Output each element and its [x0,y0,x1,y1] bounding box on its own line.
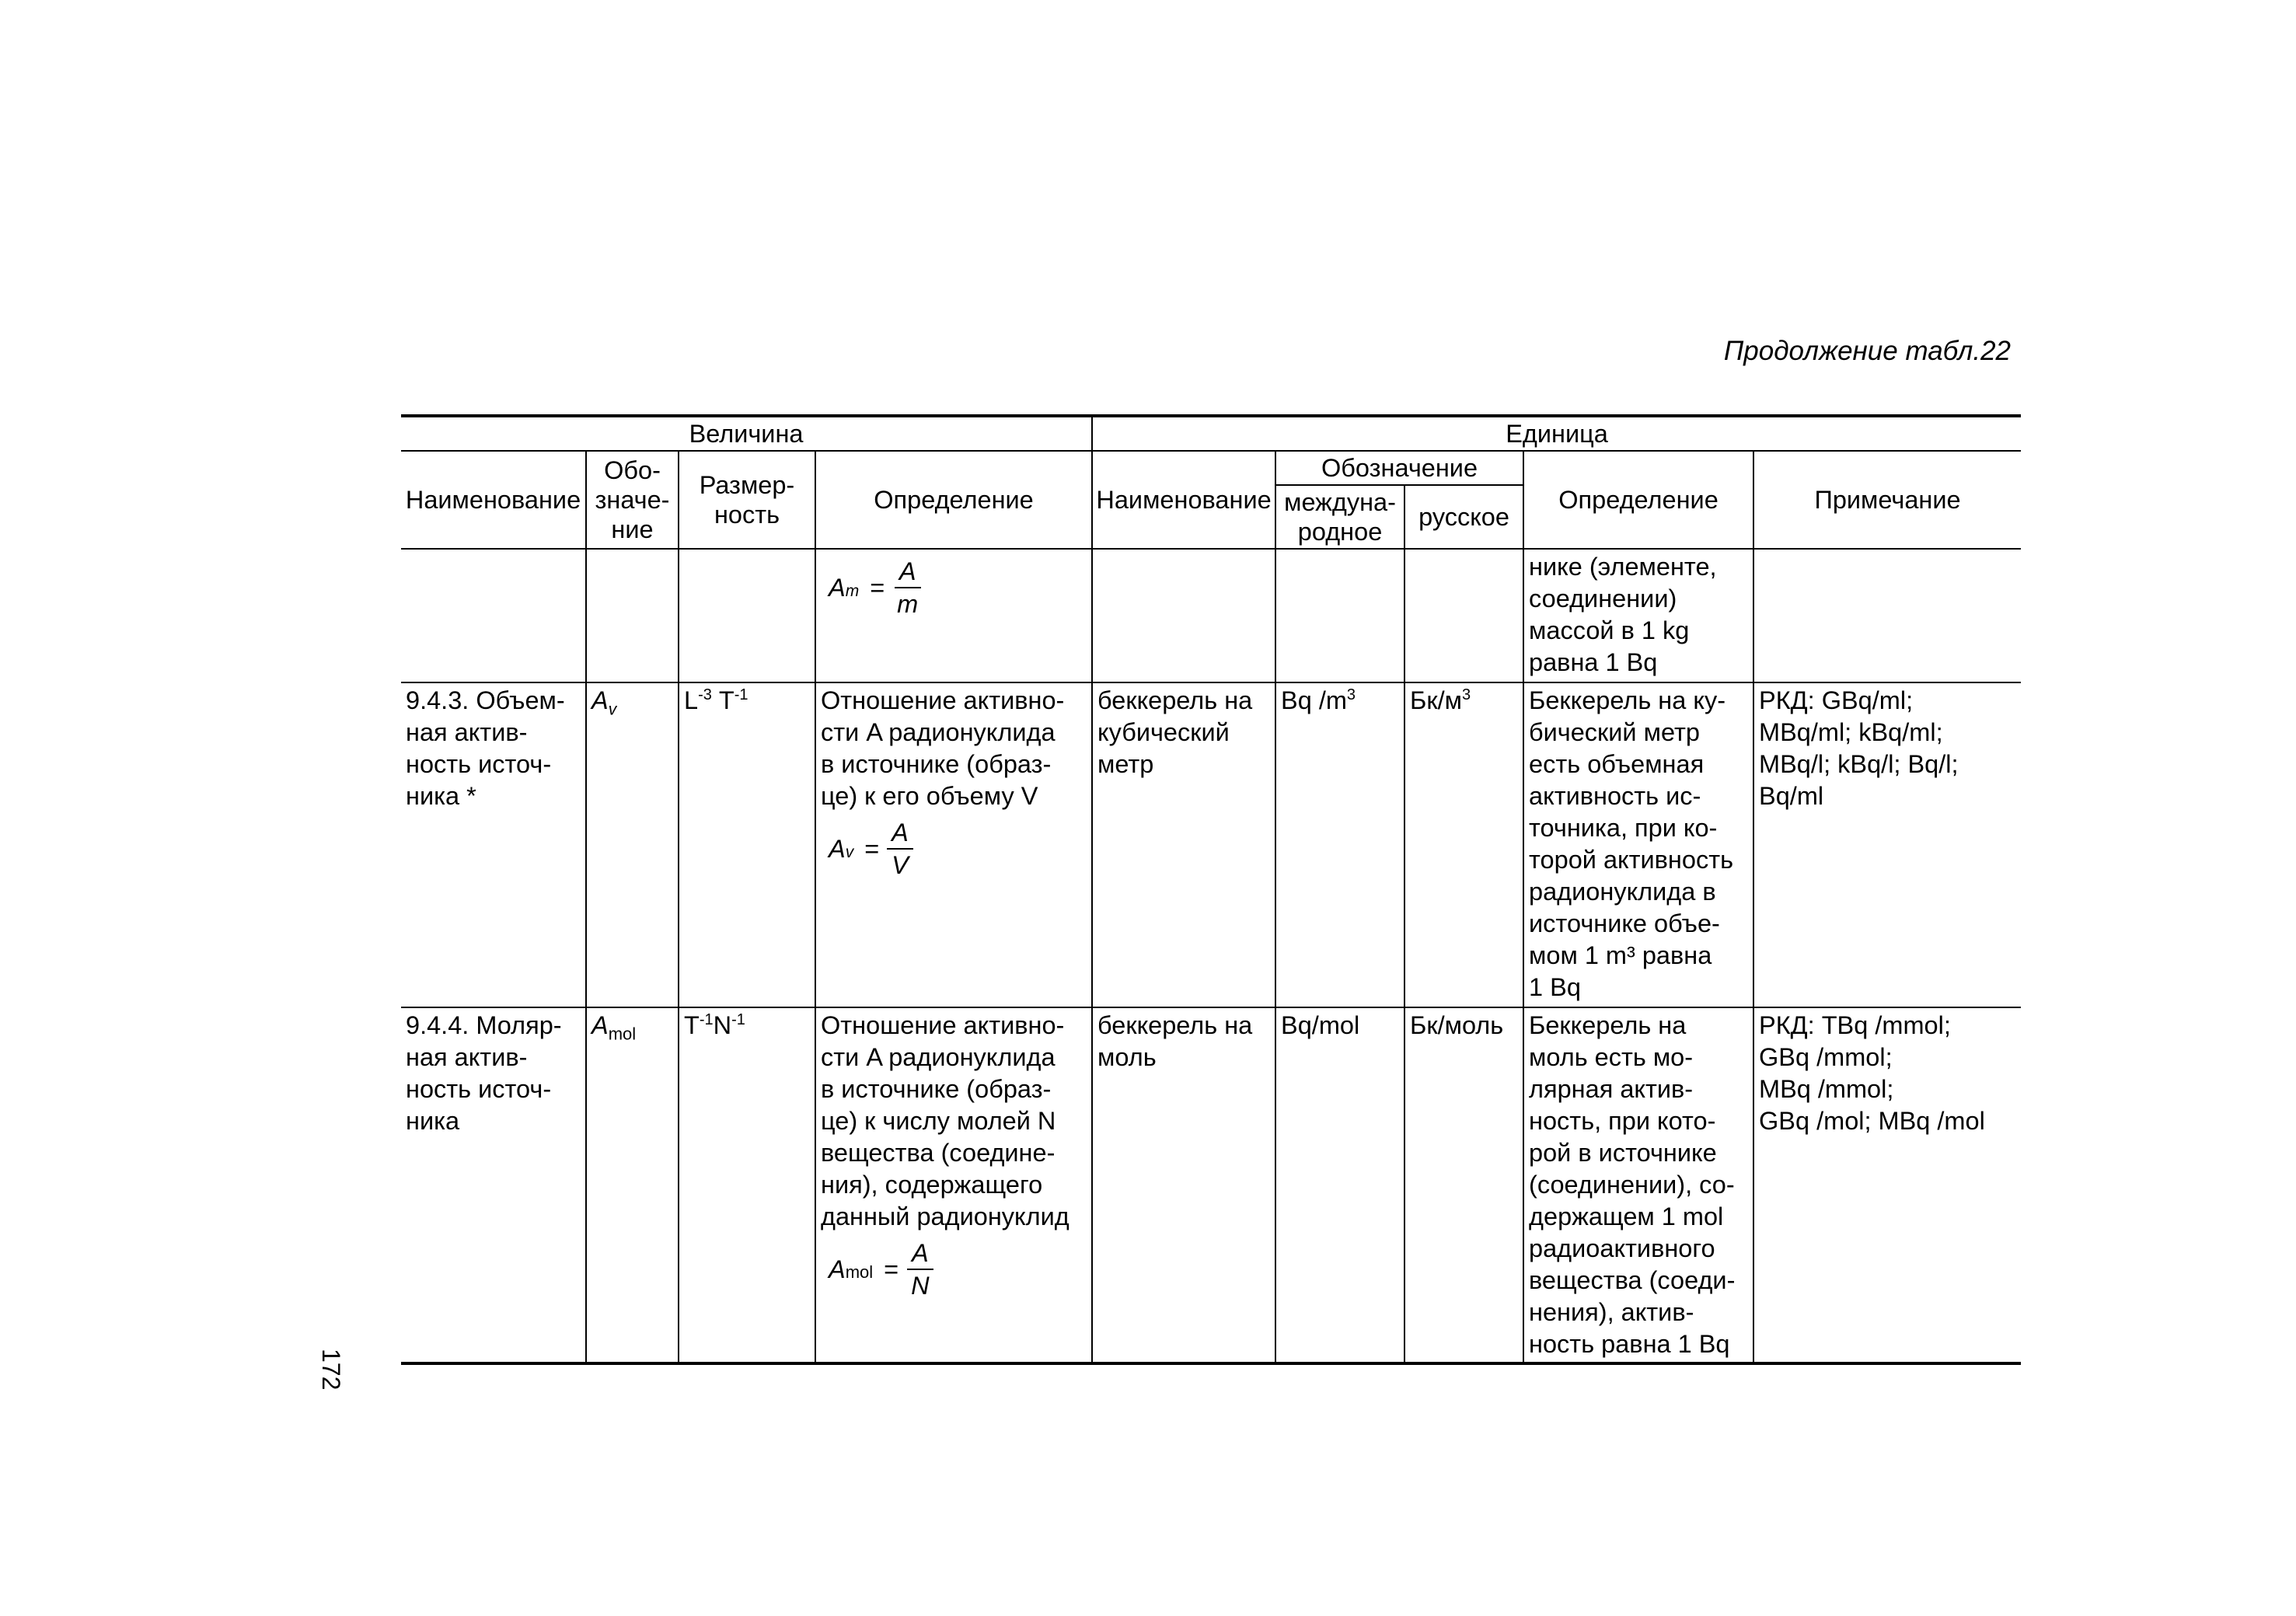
header-q-name: Наименование [401,451,586,549]
u-name-cell: беккерель на кубический метр [1092,682,1275,1007]
q-name-cell [401,549,586,682]
header-q-symbol: Обо- значе- ние [586,451,679,549]
header-u-name: Наименование [1092,451,1275,549]
u-name-cell: беккерель на моль [1092,1007,1275,1363]
u-russian-cell: $Бк/м^3$ [1404,682,1523,1007]
u-intl-cell [1275,549,1404,682]
u-russian-cell: Бк/моль [1404,1007,1523,1363]
q-dimension-cell [679,549,815,682]
header-q-dimension: Размер- ность [679,451,815,549]
u-name-cell [1092,549,1275,682]
u-definition-cell: нике (элементе, соединении) массой в 1 kg равна 1 Bq [1523,549,1753,682]
u-intl-cell: Bq/mol [1275,1007,1404,1363]
u-definition-cell: Беккерель на моль есть мо- лярная актив- ность, при кото- рой в источнике (соединении), со- держащем 1 mol радиоактивного вещества (соеди- нения), актив- ность равна 1 Bq [1523,1007,1753,1363]
q-definition-cell [815,549,1092,682]
q-symbol-cell: $A_v$ [586,682,679,1007]
u-note-cell: РКД: TBq /mmol; GBq /mmol; MBq /mmol; GBq /mol; MBq /mol [1753,1007,2021,1363]
table-row [401,1007,2021,1363]
table-caption: Продолжение табл.22 [1723,336,2011,366]
header-u-definition: Определение [1523,451,1753,549]
u-russian-cell [1404,549,1523,682]
header-unit: Единица [1092,416,2021,451]
u-note-cell [1753,549,2021,682]
header-u-symbol: Обозначение [1275,451,1523,485]
q-symbol-cell: $A_{mol}$ [586,1007,679,1363]
header-u-note: Примечание [1753,451,2021,549]
u-definition-cell: Беккерель на ку- бический метр есть объемная активность ис- точника, при ко- торой активность радионуклида в источнике объе- мом 1 m³ равна 1 Bq [1523,682,1753,1007]
q-definition-cell: Отношение активно- сти A радионуклида в источнике (образ- це) к числу молей N вещества (соедине- ния), содержащего данный радионуклид A mol = $\frac{A}{N}$ [815,1007,1092,1363]
u-intl-cell: Bq $/m^3$ [1275,682,1404,1007]
q-dimension-cell: $L^{-3}$ $T^{-1}$ [679,682,815,1007]
q-dimension-cell: $T^{-1}N^{-1}$ [679,1007,815,1363]
table-row [401,682,2021,1007]
page-number: 172 [317,1349,345,1391]
table-row [401,549,2021,682]
q-name-cell: 9.4.3. Объем- ная актив- ность источ- ника * [401,682,586,1007]
u-note-cell: РКД: GBq/ml; MBq/ml; kBq/ml; MBq/l; kBq/l; Bq/l; Bq/ml [1753,682,2021,1007]
formula: A m = $\frac{A}{m}$ [829,556,1087,620]
formula: A v = $\frac{A}{V}$ [829,817,1087,881]
q-definition-cell: Отношение активно- сти A радионуклида в источнике (образ- це) к его объему V A v = $\frac{A}{V}$ [815,682,1092,1007]
header-q-definition: Определение [815,451,1092,549]
units-table [401,414,2021,1365]
header-u-intl: междуна- родное [1275,485,1404,549]
q-name-cell: 9.4.4. Моляр- ная актив- ность источ- ника [401,1007,586,1363]
formula: A mol = $\frac{A}{N}$ [829,1237,1087,1301]
header-quantity: Величина [401,416,1092,451]
header-u-russian: русское [1404,485,1523,549]
q-symbol-cell [586,549,679,682]
